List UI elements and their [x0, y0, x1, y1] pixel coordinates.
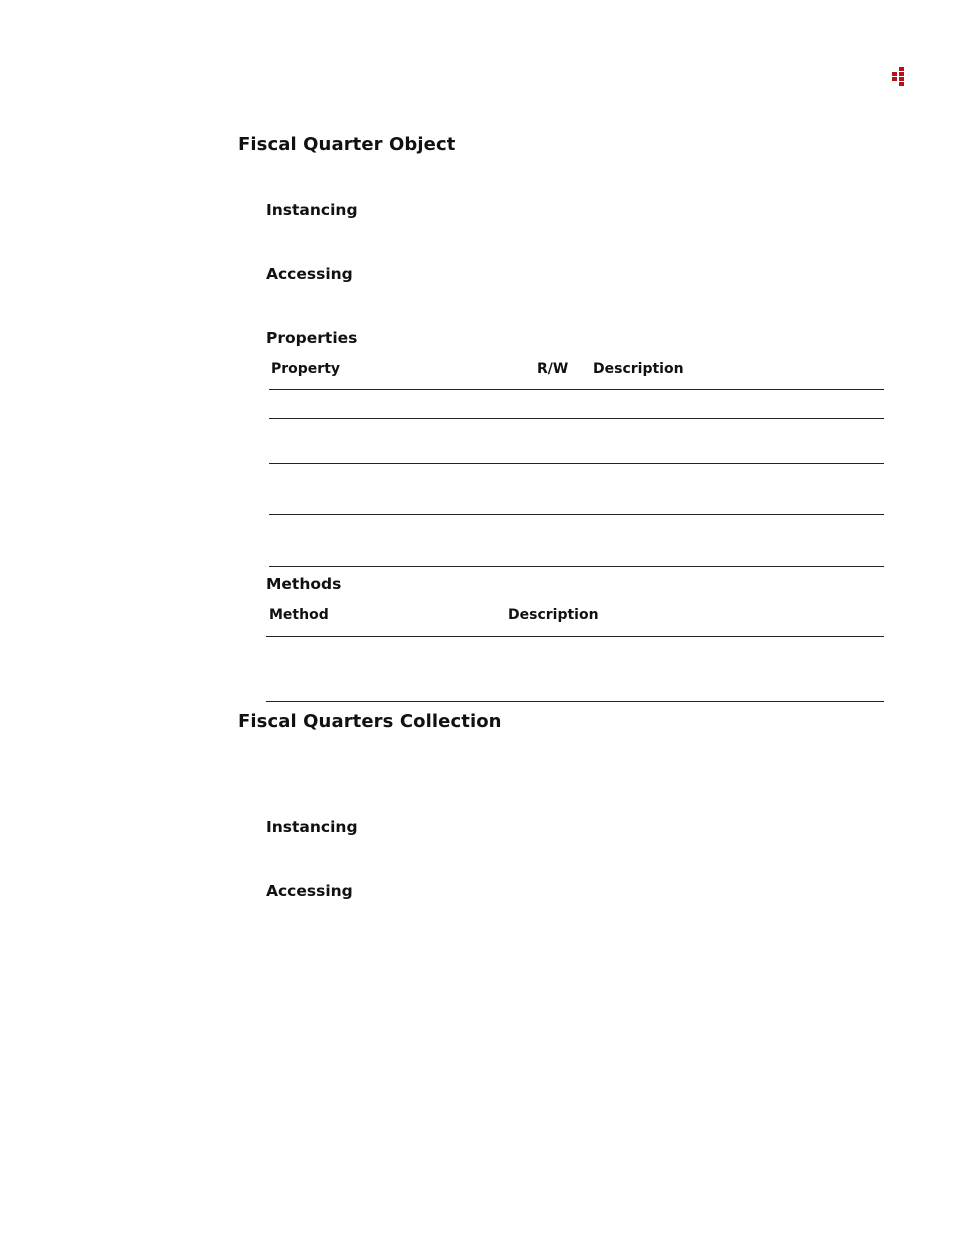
fiscal-quarters-collection-title: Fiscal Quarters Collection	[238, 711, 502, 732]
properties-row-rule	[269, 418, 884, 419]
properties-col-property: Property	[271, 361, 341, 377]
fiscal-quarter-properties-heading: Properties	[266, 329, 358, 347]
red-block-logo-icon	[892, 67, 906, 87]
properties-row-rule	[269, 463, 884, 464]
properties-col-description: Description	[593, 361, 684, 377]
properties-col-rw: R/W	[537, 361, 569, 377]
fiscal-quarter-object-title: Fiscal Quarter Object	[238, 134, 456, 155]
fiscal-quarters-collection-accessing-heading: Accessing	[266, 882, 353, 900]
fiscal-quarter-accessing-heading: Accessing	[266, 265, 353, 283]
properties-header-rule	[269, 389, 884, 390]
methods-row-rule	[266, 701, 884, 702]
methods-col-description: Description	[508, 607, 599, 623]
properties-row-rule	[269, 514, 884, 515]
methods-header-rule	[266, 636, 884, 637]
properties-row-rule	[269, 566, 884, 567]
fiscal-quarter-instancing-heading: Instancing	[266, 201, 358, 219]
fiscal-quarters-collection-instancing-heading: Instancing	[266, 818, 358, 836]
methods-col-method: Method	[269, 607, 329, 623]
fiscal-quarter-methods-heading: Methods	[266, 575, 342, 593]
